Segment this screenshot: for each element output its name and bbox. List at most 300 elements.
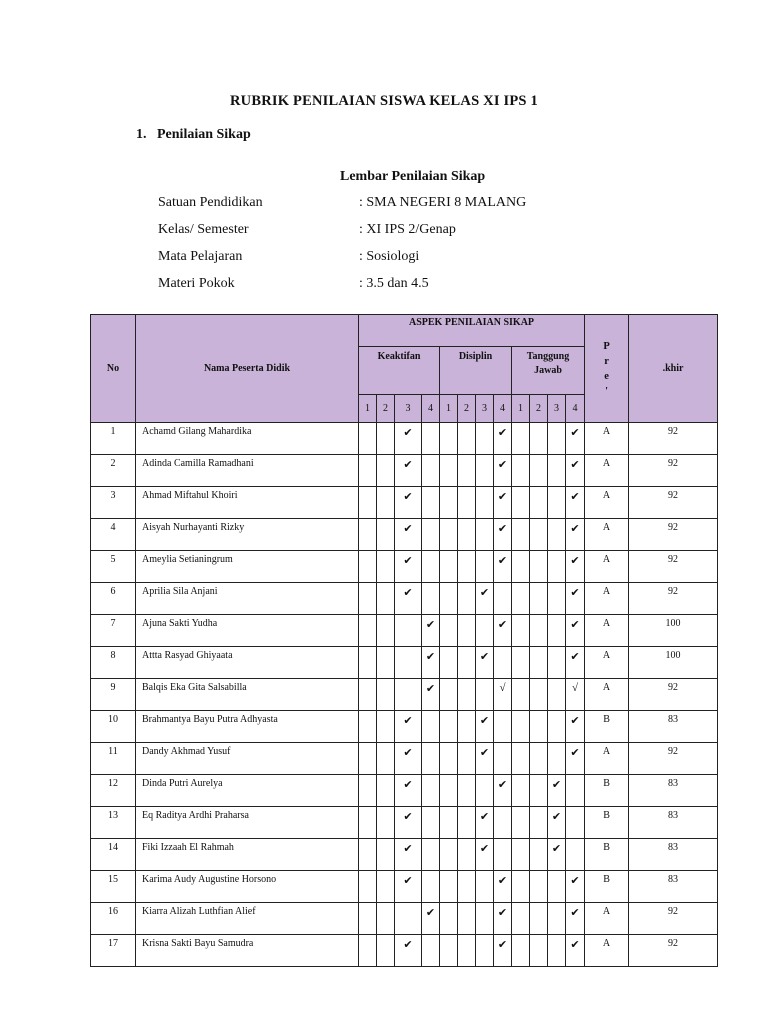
cell-empty (359, 871, 377, 903)
cell-empty (422, 423, 440, 455)
table-row (91, 583, 718, 615)
cell-empty (422, 519, 440, 551)
cell-student-name: Brahmantya Bayu Putra Adhyasta (136, 711, 359, 743)
cell-predicate: A (585, 519, 629, 551)
info-value: : 3.5 dan 4.5 (359, 276, 429, 291)
cell-empty (476, 519, 494, 551)
check-mark-icon: ✔ (395, 839, 422, 871)
cell-empty (548, 711, 566, 743)
header-score-level: 3 (395, 395, 422, 423)
cell-empty (512, 903, 530, 935)
cell-empty (440, 647, 458, 679)
cell-empty (512, 743, 530, 775)
cell-empty (458, 615, 476, 647)
cell-empty (440, 839, 458, 871)
cell-final-score: 92 (629, 423, 718, 455)
check-mark-icon: ✔ (494, 423, 512, 455)
cell-empty (530, 551, 548, 583)
cell-student-name: Eq Raditya Ardhi Praharsa (136, 807, 359, 839)
table-row (91, 871, 718, 903)
cell-empty (440, 871, 458, 903)
header-score-level: 4 (422, 395, 440, 423)
cell-empty (512, 551, 530, 583)
cell-empty (476, 935, 494, 967)
check-mark-icon: ✔ (494, 775, 512, 807)
table-row (91, 647, 718, 679)
info-label: Materi Pokok (158, 276, 235, 291)
cell-no: 11 (91, 743, 136, 775)
cell-empty (476, 615, 494, 647)
assessment-table (90, 314, 718, 967)
cell-predicate: B (585, 839, 629, 871)
cell-empty (377, 775, 395, 807)
header-score-level: 2 (377, 395, 395, 423)
check-mark-icon: ✔ (548, 807, 566, 839)
cell-no: 9 (91, 679, 136, 711)
cell-empty (512, 839, 530, 871)
cell-empty (512, 423, 530, 455)
cell-empty (422, 839, 440, 871)
header-score-level: 4 (494, 395, 512, 423)
cell-empty (476, 487, 494, 519)
cell-empty (494, 583, 512, 615)
predicate-letter: e (604, 370, 609, 382)
cell-student-name: Aisyah Nurhayanti Rizky (136, 519, 359, 551)
cell-empty (548, 679, 566, 711)
cell-predicate: B (585, 871, 629, 903)
cell-empty (458, 487, 476, 519)
cell-empty (512, 807, 530, 839)
cell-empty (377, 807, 395, 839)
cell-empty (458, 935, 476, 967)
check-mark-icon: ✔ (476, 807, 494, 839)
cell-predicate: A (585, 935, 629, 967)
cell-empty (548, 871, 566, 903)
cell-empty (566, 839, 585, 871)
cell-final-score: 92 (629, 487, 718, 519)
check-mark-icon: ✔ (422, 679, 440, 711)
cell-empty (458, 583, 476, 615)
check-mark-icon: ✔ (566, 551, 585, 583)
cell-student-name: Attta Rasyad Ghiyaata (136, 647, 359, 679)
check-mark-icon: ✔ (494, 487, 512, 519)
check-mark-icon: ✔ (566, 583, 585, 615)
cell-student-name: Ahmad Miftahul Khoiri (136, 487, 359, 519)
cell-no: 2 (91, 455, 136, 487)
cell-empty (422, 455, 440, 487)
cell-no: 14 (91, 839, 136, 871)
cell-no: 6 (91, 583, 136, 615)
cell-empty (530, 935, 548, 967)
cell-student-name: Fiki Izzaah El Rahmah (136, 839, 359, 871)
cell-empty (512, 583, 530, 615)
check-mark-icon: ✔ (566, 615, 585, 647)
check-mark-icon: ✔ (566, 647, 585, 679)
cell-empty (494, 839, 512, 871)
cell-no: 3 (91, 487, 136, 519)
cell-empty (512, 519, 530, 551)
cell-no: 7 (91, 615, 136, 647)
cell-empty (422, 583, 440, 615)
cell-empty (548, 551, 566, 583)
check-mark-icon: ✔ (566, 903, 585, 935)
cell-empty (458, 871, 476, 903)
cell-empty (494, 807, 512, 839)
cell-empty (458, 519, 476, 551)
check-mark-icon: ✔ (395, 551, 422, 583)
cell-empty (377, 903, 395, 935)
check-mark-icon: ✔ (422, 647, 440, 679)
cell-student-name: Ameylia Setianingrum (136, 551, 359, 583)
check-mark-icon: ✔ (494, 871, 512, 903)
table-row (91, 711, 718, 743)
cell-empty (377, 743, 395, 775)
cell-empty (548, 423, 566, 455)
cell-empty (548, 583, 566, 615)
cell-empty (422, 775, 440, 807)
cell-empty (359, 743, 377, 775)
cell-empty (458, 647, 476, 679)
check-mark-icon: ✔ (395, 487, 422, 519)
cell-student-name: Achamd Gilang Mahardika (136, 423, 359, 455)
cell-empty (530, 423, 548, 455)
check-mark-icon: ✔ (566, 871, 585, 903)
cell-empty (422, 743, 440, 775)
cell-empty (530, 519, 548, 551)
cell-empty (359, 807, 377, 839)
section-number: 1. (136, 127, 147, 142)
cell-student-name: Balqis Eka Gita Salsabilla (136, 679, 359, 711)
check-mark-icon: ✔ (476, 743, 494, 775)
cell-empty (395, 679, 422, 711)
check-mark-icon: ✔ (566, 423, 585, 455)
cell-empty (512, 871, 530, 903)
table-row (91, 487, 718, 519)
cell-empty (422, 807, 440, 839)
cell-empty (512, 935, 530, 967)
info-label: Satuan Pendidikan (158, 195, 263, 210)
cell-student-name: Ajuna Sakti Yudha (136, 615, 359, 647)
cell-empty (440, 423, 458, 455)
table-row (91, 775, 718, 807)
cell-empty (512, 775, 530, 807)
cell-empty (530, 839, 548, 871)
cell-predicate: B (585, 775, 629, 807)
check-mark-icon: ✔ (494, 551, 512, 583)
cell-empty (359, 935, 377, 967)
header-group-keaktifan: Keaktifan (359, 347, 440, 395)
cell-no: 13 (91, 807, 136, 839)
cell-empty (530, 743, 548, 775)
header-score-level: 1 (440, 395, 458, 423)
header-score-level: 1 (512, 395, 530, 423)
check-mark-icon: ✔ (494, 455, 512, 487)
cell-empty (476, 423, 494, 455)
check-mark-icon: ✔ (494, 935, 512, 967)
header-score-level: 1 (359, 395, 377, 423)
cell-empty (440, 903, 458, 935)
cell-empty (530, 615, 548, 647)
cell-predicate: A (585, 583, 629, 615)
info-value: : SMA NEGERI 8 MALANG (359, 195, 527, 210)
table-row (91, 423, 718, 455)
cell-student-name: Karima Audy Augustine Horsono (136, 871, 359, 903)
cell-empty (377, 583, 395, 615)
cell-predicate: A (585, 647, 629, 679)
cell-empty (458, 807, 476, 839)
header-score-level: 2 (530, 395, 548, 423)
cell-final-score: 83 (629, 871, 718, 903)
cell-no: 15 (91, 871, 136, 903)
cell-empty (458, 455, 476, 487)
cell-empty (530, 583, 548, 615)
check-mark-icon: ✔ (395, 583, 422, 615)
cell-empty (359, 775, 377, 807)
check-mark-icon: ✔ (395, 423, 422, 455)
cell-empty (377, 455, 395, 487)
info-label: Kelas/ Semester (158, 222, 249, 237)
check-mark-icon: ✔ (395, 743, 422, 775)
cell-empty (440, 487, 458, 519)
cell-empty (512, 455, 530, 487)
predicate-letter: r (604, 355, 609, 367)
cell-empty (494, 711, 512, 743)
cell-empty (548, 455, 566, 487)
cell-student-name: Krisna Sakti Bayu Samudra (136, 935, 359, 967)
cell-empty (458, 679, 476, 711)
cell-predicate: A (585, 743, 629, 775)
section-title: Penilaian Sikap (157, 127, 251, 142)
cell-empty (377, 935, 395, 967)
cell-student-name: Dandy Akhmad Yusuf (136, 743, 359, 775)
cell-empty (476, 679, 494, 711)
cell-empty (440, 455, 458, 487)
cell-empty (476, 551, 494, 583)
cell-final-score: 100 (629, 647, 718, 679)
table-row (91, 903, 718, 935)
cell-empty (377, 647, 395, 679)
cell-no: 17 (91, 935, 136, 967)
cell-final-score: 83 (629, 839, 718, 871)
check-mark-icon: ✔ (476, 583, 494, 615)
check-mark-icon: ✔ (548, 839, 566, 871)
cell-student-name: Kiarra Alizah Luthfian Alief (136, 903, 359, 935)
cell-empty (530, 807, 548, 839)
header-score-level: 3 (476, 395, 494, 423)
cell-empty (377, 519, 395, 551)
cell-empty (440, 551, 458, 583)
cell-empty (458, 903, 476, 935)
cell-predicate: A (585, 615, 629, 647)
cell-empty (377, 839, 395, 871)
cell-final-score: 92 (629, 935, 718, 967)
document-title: RUBRIK PENILAIAN SISWA KELAS XI IPS 1 (230, 93, 538, 109)
cell-empty (422, 935, 440, 967)
cell-predicate: A (585, 679, 629, 711)
cell-empty (359, 839, 377, 871)
cell-empty (530, 903, 548, 935)
table-row (91, 615, 718, 647)
cell-empty (530, 455, 548, 487)
cell-final-score: 83 (629, 775, 718, 807)
check-mark-icon: ✔ (566, 743, 585, 775)
cell-empty (422, 711, 440, 743)
cell-empty (530, 487, 548, 519)
header-score-level: 3 (548, 395, 566, 423)
cell-final-score: 92 (629, 679, 718, 711)
cell-student-name: Dinda Putri Aurelya (136, 775, 359, 807)
cell-empty (377, 487, 395, 519)
cell-empty (440, 583, 458, 615)
check-mark-icon: √ (494, 679, 512, 711)
cell-final-score: 92 (629, 903, 718, 935)
cell-no: 12 (91, 775, 136, 807)
cell-final-score: 100 (629, 615, 718, 647)
check-mark-icon: √ (566, 679, 585, 711)
cell-predicate: B (585, 807, 629, 839)
table-row (91, 551, 718, 583)
cell-empty (458, 551, 476, 583)
check-mark-icon: ✔ (395, 871, 422, 903)
cell-student-name: Aprilia Sila Anjani (136, 583, 359, 615)
cell-empty (512, 647, 530, 679)
cell-empty (359, 583, 377, 615)
cell-empty (548, 519, 566, 551)
cell-empty (359, 519, 377, 551)
info-value: : Sosiologi (359, 249, 420, 264)
table-row (91, 839, 718, 871)
cell-final-score: 92 (629, 519, 718, 551)
cell-empty (359, 679, 377, 711)
cell-empty (440, 807, 458, 839)
cell-no: 10 (91, 711, 136, 743)
cell-empty (377, 615, 395, 647)
cell-empty (548, 935, 566, 967)
header-score-level: 4 (566, 395, 585, 423)
cell-empty (566, 775, 585, 807)
cell-empty (530, 647, 548, 679)
check-mark-icon: ✔ (422, 903, 440, 935)
cell-empty (359, 647, 377, 679)
cell-empty (395, 903, 422, 935)
cell-empty (440, 615, 458, 647)
cell-empty (476, 903, 494, 935)
cell-empty (440, 775, 458, 807)
cell-final-score: 92 (629, 583, 718, 615)
header-aspect: ASPEK PENILAIAN SIKAP (359, 315, 585, 347)
cell-predicate: A (585, 903, 629, 935)
cell-predicate: A (585, 455, 629, 487)
table-row (91, 455, 718, 487)
table-row (91, 935, 718, 967)
cell-empty (566, 807, 585, 839)
cell-empty (458, 743, 476, 775)
info-label: Mata Pelajaran (158, 249, 243, 264)
check-mark-icon: ✔ (566, 519, 585, 551)
cell-empty (512, 711, 530, 743)
cell-empty (548, 487, 566, 519)
cell-empty (530, 679, 548, 711)
check-mark-icon: ✔ (395, 935, 422, 967)
check-mark-icon: ✔ (566, 711, 585, 743)
check-mark-icon: ✔ (395, 519, 422, 551)
header-group-disiplin: Disiplin (440, 347, 512, 395)
cell-final-score: 92 (629, 551, 718, 583)
cell-empty (377, 679, 395, 711)
header-name: Nama Peserta Didik (136, 315, 359, 423)
cell-final-score: 83 (629, 807, 718, 839)
cell-empty (512, 615, 530, 647)
cell-empty (494, 743, 512, 775)
cell-empty (422, 871, 440, 903)
cell-empty (548, 647, 566, 679)
header-no: No (91, 315, 136, 423)
cell-no: 5 (91, 551, 136, 583)
header-final-score: .khir (629, 315, 718, 423)
cell-empty (458, 839, 476, 871)
cell-no: 8 (91, 647, 136, 679)
cell-empty (512, 487, 530, 519)
predicate-letter: P (603, 340, 610, 352)
cell-empty (530, 871, 548, 903)
cell-empty (440, 679, 458, 711)
check-mark-icon: ✔ (494, 519, 512, 551)
cell-no: 4 (91, 519, 136, 551)
cell-empty (440, 711, 458, 743)
cell-empty (530, 775, 548, 807)
check-mark-icon: ✔ (476, 647, 494, 679)
cell-empty (359, 423, 377, 455)
cell-empty (359, 711, 377, 743)
check-mark-icon: ✔ (395, 455, 422, 487)
cell-final-score: 92 (629, 743, 718, 775)
cell-empty (395, 647, 422, 679)
cell-empty (440, 519, 458, 551)
cell-empty (440, 743, 458, 775)
check-mark-icon: ✔ (422, 615, 440, 647)
table-row (91, 807, 718, 839)
sheet-title: Lembar Penilaian Sikap (340, 169, 486, 184)
check-mark-icon: ✔ (476, 711, 494, 743)
cell-empty (422, 487, 440, 519)
cell-predicate: A (585, 487, 629, 519)
cell-no: 16 (91, 903, 136, 935)
cell-empty (476, 775, 494, 807)
cell-empty (359, 455, 377, 487)
cell-predicate: B (585, 711, 629, 743)
cell-empty (440, 935, 458, 967)
table-row (91, 743, 718, 775)
header-score-level: 2 (458, 395, 476, 423)
cell-empty (377, 711, 395, 743)
cell-empty (395, 615, 422, 647)
cell-empty (458, 775, 476, 807)
cell-empty (377, 871, 395, 903)
table-row (91, 519, 718, 551)
predicate-letter: ' (605, 385, 608, 397)
cell-empty (476, 455, 494, 487)
cell-final-score: 83 (629, 711, 718, 743)
check-mark-icon: ✔ (494, 615, 512, 647)
cell-student-name: Adinda Camilla Ramadhani (136, 455, 359, 487)
cell-no: 1 (91, 423, 136, 455)
check-mark-icon: ✔ (566, 455, 585, 487)
cell-empty (494, 647, 512, 679)
check-mark-icon: ✔ (395, 807, 422, 839)
info-value: : XI IPS 2/Genap (359, 222, 456, 237)
check-mark-icon: ✔ (395, 711, 422, 743)
cell-empty (476, 871, 494, 903)
